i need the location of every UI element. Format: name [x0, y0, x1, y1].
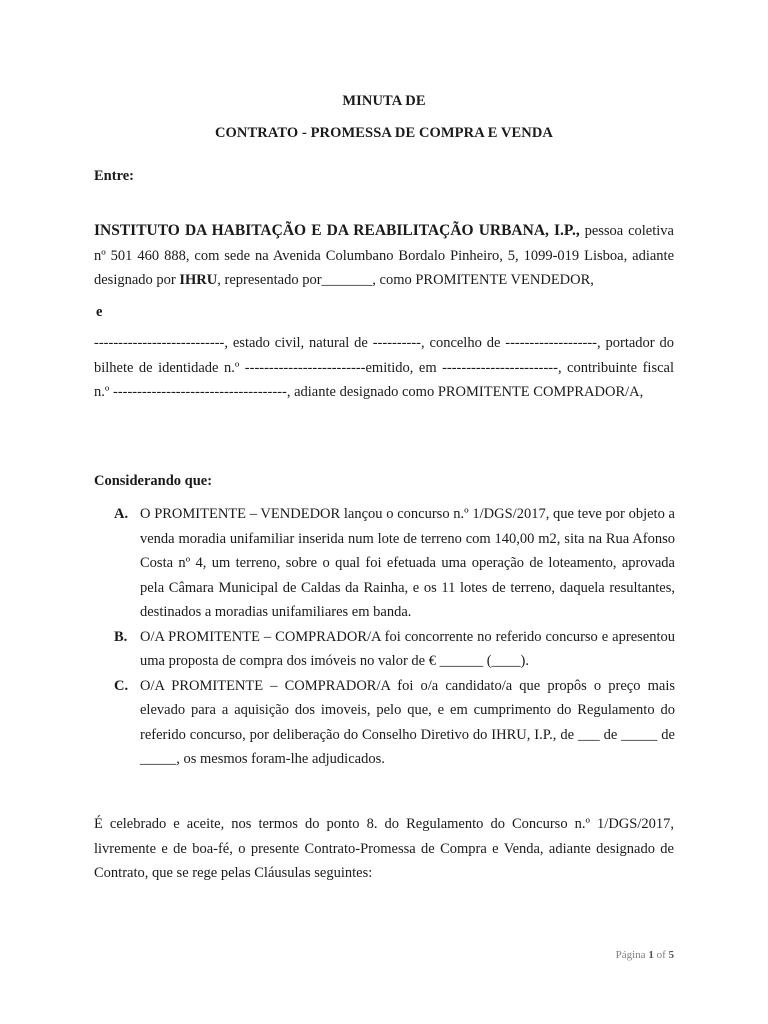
e-connector: e [96, 304, 103, 320]
footer-of-word: of [656, 949, 666, 961]
entre-label: Entre: [94, 168, 135, 184]
considerando-list [114, 502, 675, 772]
closing-paragraph: É celebrado e aceite, nos termos do ponto 8. do Regulamento do Concurso n.º 1/DGS/2017, livremente e de boa-fé, o presente Contrato-Promessa de Compra e Venda, adiante designado de Contrato, que se rege pelas Cláusulas seguintes: [94, 816, 674, 881]
party1-text-a: pessoa coletiva nº 501 460 888, com sede na Avenida Columbano Bordalo Pinheiro, 5, 1099-019 Lisboa, adiante designado por [94, 223, 674, 288]
list-item [114, 625, 675, 674]
list-item-letter: B. [114, 628, 128, 645]
list-item [114, 674, 675, 772]
footer-page-word: Página [615, 949, 646, 961]
party2-paragraph: ---------------------------, estado civil, natural de ----------, concelho de -------------------, portador do bilhete de identidade n.º -------------------------emitido, em ------------------------, contribuinte fiscal n.º ------------------------------------, adiante designado como PROMITENTE COMPRADOR/A, [94, 335, 674, 400]
page-footer [616, 949, 674, 961]
party1-paragraph [94, 219, 674, 293]
document-title-line1: MINUTA DE [342, 93, 426, 109]
list-item-text: O/A PROMITENTE – COMPRADOR/A foi o/a candidato/a que propôs o preço mais elevado para a aquisição dos imoveis, pelo que, e em cumprimento do Regulamento do referido concurso, por deliberação do Conselho Diretivo do IHRU, I.P., de ___ de _____ de _____, os mesmos foram-lhe adjudicados. [140, 677, 675, 767]
party1-abbr: IHRU [179, 272, 218, 288]
party1-org-name: INSTITUTO DA HABITAÇÃO E DA REABILITAÇÃO URBANA, I.P., [94, 222, 580, 239]
list-item-text: O/A PROMITENTE – COMPRADOR/A foi concorrente no referido concurso e apresentou uma proposta de compra dos imóveis no valor de € ______ (____). [140, 628, 675, 669]
party1-text-b: , representado por_______, como PROMITENTE VENDEDOR, [217, 272, 594, 288]
list-item-letter: A. [114, 506, 129, 522]
list-item-text: O PROMITENTE – VENDEDOR lançou o concurso n.º 1/DGS/2017, que teve por objeto a venda moradia unifamiliar inserida num lote de terreno com 140,00 m2, sita na Rua Afonso Costa nº 4, um terreno, sobre o qual foi efetuada uma operação de loteamento, aprovada pela Câmara Municipal de Caldas da Rainha, e os 11 lotes de terreno, daquela resultantes, destinados a moradias unifamiliares em banda. [140, 506, 675, 620]
footer-total-pages: 5 [668, 949, 674, 961]
list-item-letter: C. [114, 677, 129, 694]
list-item [114, 502, 675, 625]
document-title-line2: CONTRATO - PROMESSA DE COMPRA E VENDA [214, 125, 554, 141]
footer-current-page: 1 [648, 949, 654, 961]
considerando-heading: Considerando que: [94, 473, 213, 489]
